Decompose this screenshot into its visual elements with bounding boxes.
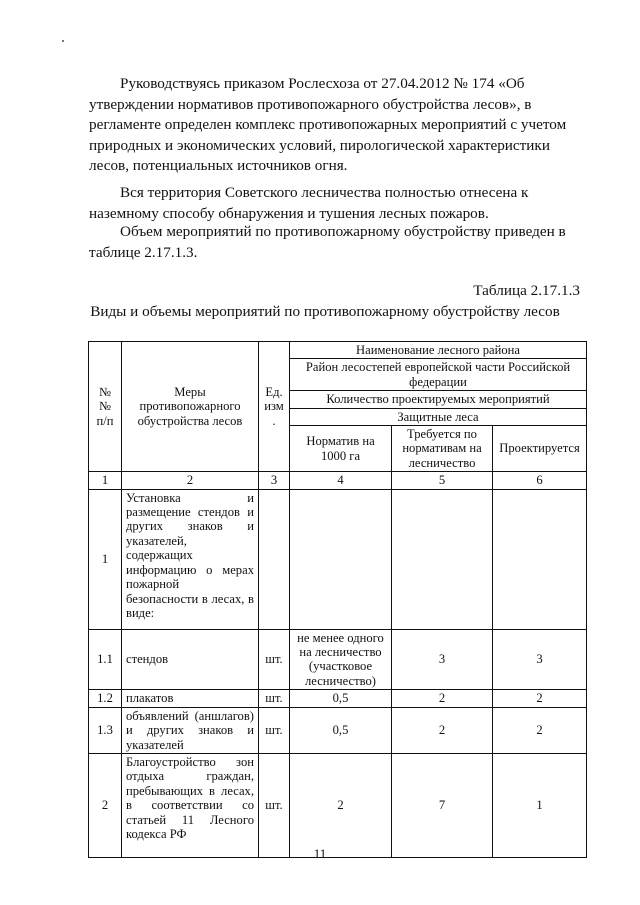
cell-num: 2 — [89, 753, 122, 857]
cell-required: 7 — [392, 753, 493, 857]
cell-norm: 0,5 — [290, 690, 392, 707]
column-number: 6 — [493, 472, 587, 489]
table-row — [89, 629, 587, 690]
column-number: 1 — [89, 472, 122, 489]
cell-required: 3 — [392, 629, 493, 690]
header-num: №№ п/п — [89, 342, 122, 472]
cell-name: плакатов — [122, 690, 259, 707]
cell-planned: 1 — [493, 753, 587, 857]
cell-num: 1 — [89, 489, 122, 629]
header-planned: Проектируется — [493, 426, 587, 472]
cell-name: стендов — [122, 629, 259, 690]
table-caption: Таблица 2.17.1.3 — [473, 282, 580, 299]
header-required: Требуется по нормативам на лесничество — [392, 426, 493, 472]
cell-required: 2 — [392, 707, 493, 753]
header-measures: Меры противопожарного обустройства лесов — [122, 342, 259, 472]
cell-norm: не менее одного на лесничество (участковое лесничество) — [290, 629, 392, 690]
header-region-name: Наименование лесного района — [290, 342, 587, 359]
text-line: таблице 2.17.1.3. — [89, 243, 198, 261]
text-line: Объем мероприятий по противопожарному обустройству приведен в — [120, 223, 566, 240]
page-number: 11 — [313, 846, 327, 861]
cell-unit: шт. — [259, 753, 290, 857]
cell-norm: 2 — [290, 753, 392, 857]
column-number: 3 — [259, 472, 290, 489]
cell-planned: 3 — [493, 629, 587, 690]
cell-norm: 0,5 — [290, 707, 392, 753]
table-title: Виды и объемы мероприятий по противопожарному обустройству лесов — [90, 303, 560, 320]
text-line: утверждении нормативов противопожарного обустройства лесов», в — [89, 95, 532, 113]
cell-num: 1.3 — [89, 707, 122, 753]
table-row — [89, 690, 587, 707]
column-number: 4 — [290, 472, 392, 489]
cell-unit: шт. — [259, 690, 290, 707]
text-line: лесов, потенциальных источников огня. — [89, 157, 348, 174]
cell-name: объявлений (аншлагов) и других знаков и указателей — [122, 707, 259, 753]
header-region: Район лесостепей европейской части Российской федерации — [290, 359, 587, 391]
table-row — [89, 753, 587, 857]
column-number: 2 — [122, 472, 259, 489]
cell-required: 2 — [392, 690, 493, 707]
scan-speck — [62, 40, 64, 42]
table-row — [89, 707, 587, 753]
paragraph-order-reference — [89, 74, 577, 177]
text-line: Руководствуясь приказом Рослесхоза от 27.04.2012 № 174 «Об — [120, 75, 525, 92]
cell-name: Установка и размещение стендов и других знаков и указателей, содержащих информацию о мерах пожарной безопасности в лесах, в виде: — [122, 489, 259, 629]
cell-planned — [493, 489, 587, 629]
header-protective: Защитные леса — [290, 408, 587, 425]
fire-measures-table — [88, 341, 587, 858]
header-quantity: Количество проектируемых мероприятий — [290, 391, 587, 408]
paragraph-table-reference — [89, 222, 577, 263]
text-line: наземному способу обнаружения и тушения лесных пожаров. — [89, 204, 489, 222]
cell-unit: шт. — [259, 629, 290, 690]
header-unit: Ед. изм . — [259, 342, 290, 472]
cell-norm — [290, 489, 392, 629]
cell-planned: 2 — [493, 707, 587, 753]
column-number: 5 — [392, 472, 493, 489]
table-row — [89, 489, 587, 629]
cell-num: 1.2 — [89, 690, 122, 707]
text-line: регламенте определен комплекс противопожарных мероприятий с учетом — [89, 116, 567, 133]
cell-required — [392, 489, 493, 629]
cell-num: 1.1 — [89, 629, 122, 690]
cell-unit — [259, 489, 290, 629]
cell-unit: шт. — [259, 707, 290, 753]
cell-planned: 2 — [493, 690, 587, 707]
paragraph-territory — [89, 183, 577, 224]
cell-name: Благоустройство зон отдыха граждан, пребывающих в лесах, в соответствии со статьей 11 Лесного кодекса РФ — [122, 753, 259, 857]
header-norm: Норматив на 1000 га — [290, 426, 392, 472]
text-line: Вся территория Советского лесничества полностью отнесена к — [120, 184, 529, 201]
text-line: природных и экономических условий, пирологической характеристики — [89, 136, 550, 154]
